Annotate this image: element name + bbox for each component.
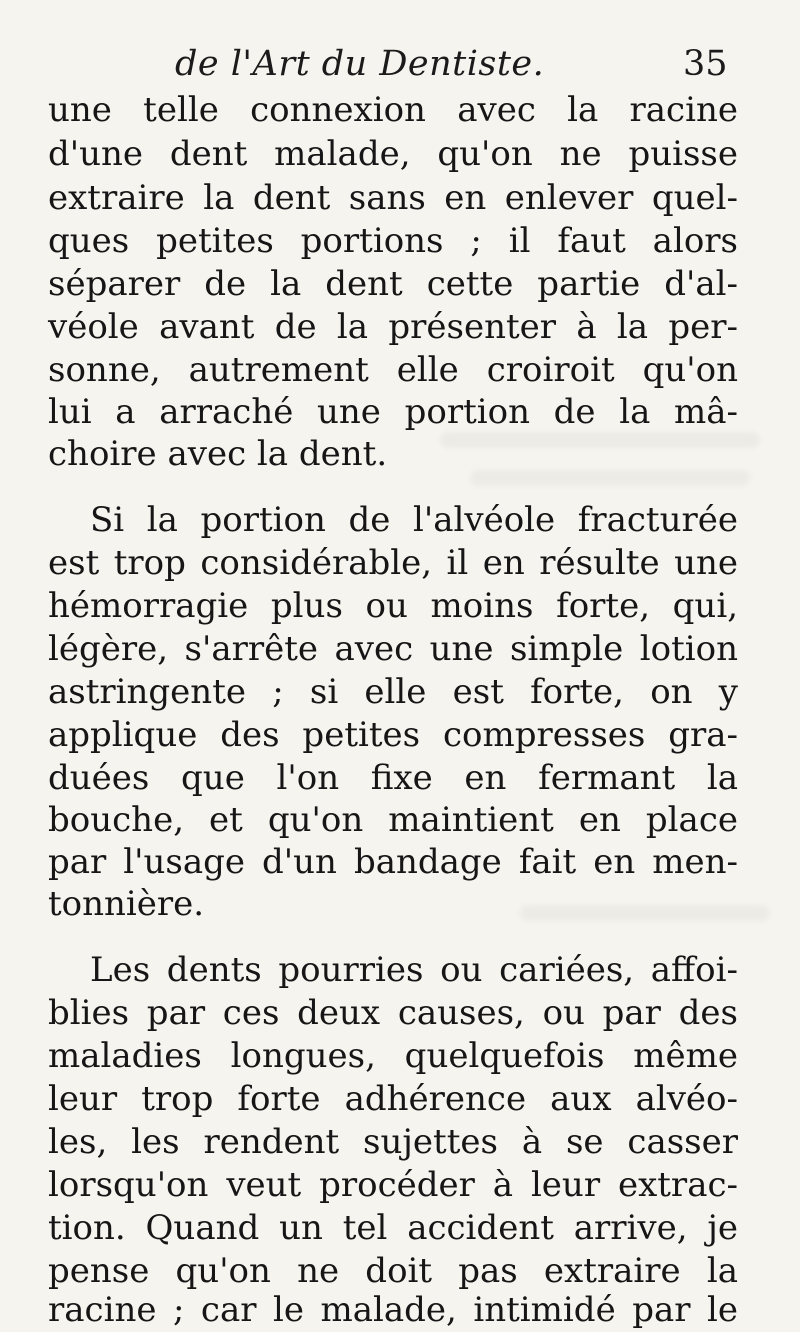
text-line: véole avant de la présenter à la per- (48, 307, 738, 347)
text-line: les, les rendent sujettes à se casser (48, 1122, 738, 1162)
text-line: pense qu'on ne doit pas extraire la (48, 1251, 738, 1291)
text-line: est trop considérable, il en résulte une (48, 543, 738, 583)
text-line: blies par ces deux causes, ou par des (48, 993, 738, 1033)
page-number: 35 (683, 44, 728, 84)
text-line: tonnière. (48, 884, 205, 924)
text-line: d'une dent malade, qu'on ne puisse (48, 134, 738, 174)
text-line: une telle connexion avec la racine (48, 90, 738, 130)
running-title: de l'Art du Dentiste. (175, 44, 545, 84)
text-line: racine ; car le malade, intimidé par le (48, 1290, 738, 1330)
text-line: sonne, autrement elle croiroit qu'on (48, 350, 738, 390)
text-line: Si la portion de l'alvéole fracturée (90, 500, 738, 540)
text-line: maladies longues, quelquefois même (48, 1036, 738, 1076)
text-line: astringente ; si elle est forte, on y (48, 672, 738, 712)
text-line: légère, s'arrête avec une simple lotion (48, 629, 738, 669)
text-line: leur trop forte adhérence aux alvéo- (48, 1079, 738, 1119)
text-line: applique des petites compresses gra- (48, 715, 738, 755)
text-line: tion. Quand un tel accident arrive, je (48, 1208, 738, 1248)
text-line: ques petites portions ; il faut alors (48, 221, 738, 261)
text-line: Les dents pourries ou cariées, affoi- (90, 950, 738, 990)
text-line: duées que l'on fixe en fermant la (48, 758, 738, 798)
text-line: bouche, et qu'on maintient en place (48, 800, 738, 840)
text-line: hémorragie plus ou moins forte, qui, (48, 586, 738, 626)
text-line: lorsqu'on veut procéder à leur extrac- (48, 1165, 738, 1205)
text-line: lui a arraché une portion de la mâ- (48, 392, 738, 432)
text-line: par l'usage d'un bandage fait en men- (48, 842, 738, 882)
text-line: extraire la dent sans en enlever quel- (48, 178, 738, 218)
text-line: choire avec la dent. (48, 434, 388, 474)
text-line: séparer de la dent cette partie d'al- (48, 264, 738, 304)
